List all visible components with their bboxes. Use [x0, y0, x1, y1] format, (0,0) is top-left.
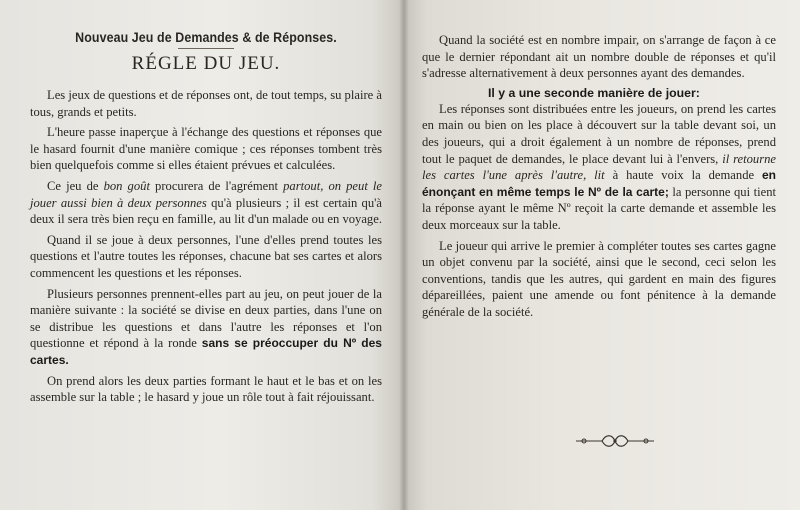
- paragraph-two-players: Quand il se joue à deux personnes, l'une d'elles prend toutes les questions et l'autre toutes les réponses, chacune bat ses cartes et alors commencent les questions et les réponses.: [30, 232, 382, 280]
- paragraph-second-method: [422, 101, 776, 234]
- paragraph-exchange: L'heure passe inaperçue à l'échange des questions et réponses que le hasard fournit d'une manière comique ; ces réponses tombent très bien quelquefois comme si elles étaient prévues et calculées.: [30, 125, 382, 173]
- text-run: Plusieurs personnes prennent-elles part au jeu, on peut jouer de la manière suivante : la société se divise en deux parties, dans l'une on se distribue les questions et dans l'autre les réponses et l'on questionne et répond à la ronde: [30, 286, 382, 351]
- text-run: Les réponses sont distribuées entre les joueurs, on prend les cartes en main ou bien on les place à découvert sur la table devant soi, un des joueurs, qui a droit également à un nombre de réponses, prend tout le paquet de demandes, le place devant lui à l'envers,: [422, 101, 776, 166]
- text-run: à haute voix la demande: [604, 168, 762, 183]
- paragraph-several-players: [30, 286, 382, 369]
- text-run: procurera de l'agrément: [149, 178, 284, 193]
- second-method-heading: Il y a une seconde manière de jouer:: [488, 85, 700, 100]
- bold-run: sans se préoccuper du Nº des cartes.: [30, 336, 382, 367]
- paragraph-winner: Le joueur qui arrive le premier à compléter toutes ses cartes gagne un objet convenu par la société, ainsi que le second, ceci selon les conventions, tandis que les autres, qui gardent en main des figures dépareillées, paient une amende ou font pénitence à la demande générale de la société.: [422, 238, 776, 319]
- page-fold: [399, 0, 409, 510]
- paragraph-intro: Les jeux de questions et de réponses ont, de tout temps, su plaire à tous, grands et petits.: [30, 88, 382, 119]
- rules-heading: RÉGLE DU JEU.: [131, 53, 281, 74]
- paragraph-odd-number: Quand la société est en nombre impair, on s'arrange de façon à ce que le dernier répondant ait un nombre double de réponses et qu'il s'adresse alternativement à deux personnes ayant des demandes.: [422, 33, 776, 81]
- bold-run: en énonçant en même temps le Nº de la carte;: [422, 168, 777, 199]
- title-divider: [178, 48, 234, 49]
- document-title: Nouveau Jeu de Demandes & de Réponses.: [75, 30, 337, 45]
- italic-run: partout, on peut le jouer aussi bien à deux personnes: [30, 178, 383, 210]
- text-run: la personne qui tient la réponse ayant le même Nº reçoit la carte demande et assemble les deux morceaux sur la table.: [422, 184, 777, 232]
- paragraph-assemble: On prend alors les deux parties formant le haut et le bas et on les assemble sur la table ; le hasard y joue un rôle tout à fait réjouissant.: [30, 373, 382, 405]
- italic-run: bon goût: [103, 178, 150, 193]
- text-run: qu'à plusieurs ; il est certain qu'à deux il sera très bien reçu en famille, au lit d'un malade ou en voyage.: [30, 195, 382, 227]
- ornament-icon: [574, 432, 656, 450]
- italic-run: il retourne les cartes l'une après l'autre, lit: [422, 151, 776, 183]
- paragraph-good-taste: [30, 178, 382, 228]
- text-run: Ce jeu de: [47, 178, 104, 193]
